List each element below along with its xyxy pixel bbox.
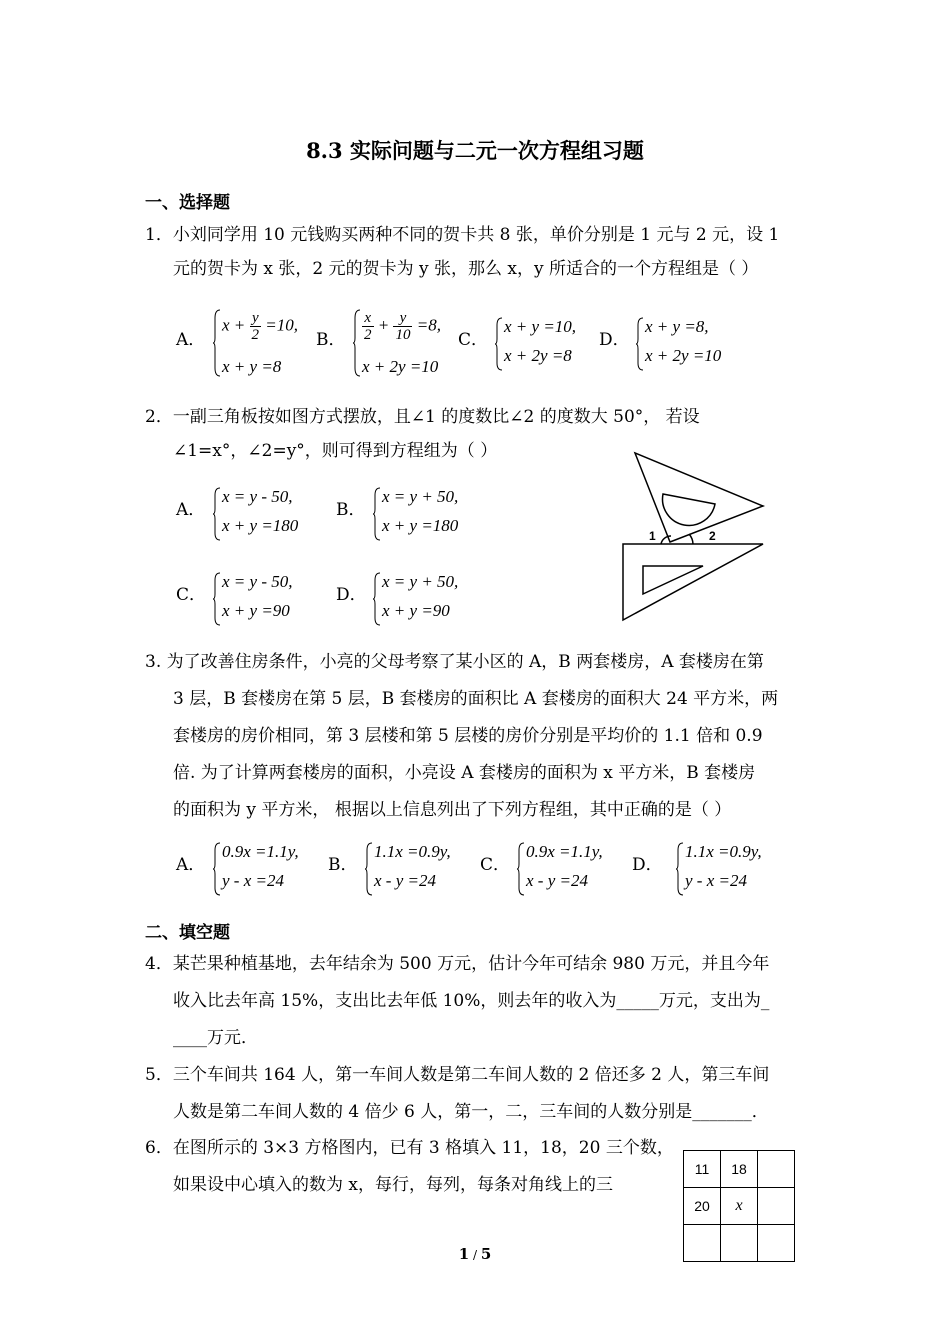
q2-option-c-system: x = y - 50, x + y =90 xyxy=(213,571,313,627)
angle-2-label: 2 xyxy=(709,529,716,543)
question-6-line-2: 如果设中心填入的数为 x，每行，每列，每条对角线上的三 xyxy=(173,1175,613,1195)
q3-option-a-label: A． xyxy=(176,855,206,875)
grid-cell xyxy=(758,1188,795,1225)
angle-1-label: 1 xyxy=(649,529,656,543)
question-2-line-2: ∠1=x°，∠2=y°，则可得到方程组为（ ） xyxy=(173,441,498,461)
question-4-line-1: 4．某芒果种植基地，去年结余为 500 万元，估计今年可结余 980 万元，并且今年 xyxy=(145,954,770,974)
q1-option-d-label: D． xyxy=(599,330,630,350)
question-3-line-3: 套楼房的房价相同，第 3 层楼和第 5 层楼的房价分别是平均价的 1.1 倍和 0.9 xyxy=(173,726,763,746)
q2-option-b-system: x = y + 50, x + y =180 xyxy=(373,486,473,542)
question-5-line-2: 人数是第二车间人数的 4 倍少 6 人，第一，二，三车间的人数分别是_______． xyxy=(173,1102,769,1122)
q3-option-b-system: 1.1x =0.9y, x - y =24 xyxy=(365,841,475,897)
q1-option-d-system: x + y =8, x + 2y =10 xyxy=(636,316,736,372)
grid-cell: 20 xyxy=(684,1188,721,1225)
question-2-line-1: 2．一副三角板按如图方式摆放，且∠1 的度数比∠2 的度数大 50°， 若设 xyxy=(145,407,700,427)
lower-set-square xyxy=(623,544,763,620)
q1-option-a-label: A． xyxy=(176,330,206,350)
q3-option-d-system: 1.1x =0.9y, y - x =24 xyxy=(676,841,786,897)
q2-option-c-label: C． xyxy=(176,585,207,605)
question-1-line-2: 元的贺卡为 x 张，2 元的贺卡为 y 张，那么 x，y 所适合的一个方程组是（ ） xyxy=(173,259,759,279)
question-6-line-1: 6．在图所示的 3×3 方格图内，已有 3 格填入 11，18，20 三个数， xyxy=(145,1138,674,1158)
left-brace-icon xyxy=(636,316,644,372)
left-brace-icon xyxy=(517,841,525,897)
q1-option-c-label: C． xyxy=(458,330,489,350)
question-3-line-5: 的面积为 y 平方米， 根据以上信息列出了下列方程组，其中正确的是（ ） xyxy=(173,800,732,820)
q3-option-b-label: B． xyxy=(328,855,358,875)
question-4-line-2: 收入比去年高 15%，支出比去年低 10%，则去年的收入为_____万元，支出为_ xyxy=(173,991,770,1011)
q3-option-d-label: D． xyxy=(632,855,663,875)
grid-cell: 11 xyxy=(684,1151,721,1188)
q2-option-d-system: x = y + 50, x + y =90 xyxy=(373,571,473,627)
question-4-text xyxy=(145,946,810,1057)
left-brace-icon xyxy=(495,316,503,372)
question-4-line-3: ____万元． xyxy=(173,1028,258,1048)
section-heading-fill: 二、填空题 xyxy=(145,923,230,943)
left-brace-icon xyxy=(373,571,381,627)
left-brace-icon xyxy=(676,841,684,897)
q1-option-b-label: B． xyxy=(316,330,346,350)
section-heading-choice: 一、选择题 xyxy=(145,193,230,213)
q1-option-c-system: x + y =10, x + 2y =8 xyxy=(495,316,595,372)
question-3-line-4: 倍. 为了计算两套楼房的面积，小亮设 A 套楼房的面积为 x 平方米，B 套楼房 xyxy=(173,763,756,783)
q3-option-a-system: 0.9x =1.1y, y - x =24 xyxy=(213,841,323,897)
left-brace-icon xyxy=(353,308,361,378)
question-3-text xyxy=(145,644,810,829)
question-3-line-1: 3. 为了改善住房条件，小亮的父母考察了某小区的 A，B 两套楼房，A 套楼房在第 xyxy=(145,652,764,672)
set-squares-figure xyxy=(615,448,775,626)
question-5-text xyxy=(145,1057,810,1131)
grid-cell-center: x xyxy=(721,1188,758,1225)
page-title: 8.3 实际问题与二元一次方程组习题 xyxy=(306,138,644,163)
question-3-line-2: 3 层，B 套楼房在第 5 层，B 套楼房的面积比 A 套楼房的面积大 24 平方米，两 xyxy=(173,689,779,709)
question-5-line-1: 5．三个车间共 164 人，第一车间人数是第二车间人数的 2 倍还多 2 人，第三车间 xyxy=(145,1065,770,1085)
q2-option-a-label: A． xyxy=(176,500,206,520)
left-brace-icon xyxy=(365,841,373,897)
lower-cutout xyxy=(643,566,703,594)
q1-option-b-system: $\frac{x}{2}$ + $\frac{y}{10}$ =8, x + 2y =10 xyxy=(353,308,453,378)
q3-option-c-system: 0.9x =1.1y, x - y =24 xyxy=(517,841,627,897)
q2-option-d-label: D． xyxy=(336,585,367,605)
question-1-line-1: 1．小刘同学用 10 元钱购买两种不同的贺卡共 8 张，单价分别是 1 元与 2 元，设 1 xyxy=(145,225,780,245)
q3-option-c-label: C． xyxy=(480,855,511,875)
page-number: 1 / 5 xyxy=(458,1245,492,1263)
grid-cell xyxy=(758,1151,795,1188)
question-1-text xyxy=(145,218,810,286)
left-brace-icon xyxy=(213,486,221,542)
left-brace-icon xyxy=(213,308,221,378)
left-brace-icon xyxy=(373,486,381,542)
q2-option-b-label: B． xyxy=(336,500,366,520)
grid-cell: 18 xyxy=(721,1151,758,1188)
q1-option-a-system: x + $\frac{y}{2}$ =10, x + y =8 xyxy=(213,308,313,378)
left-brace-icon xyxy=(213,841,221,897)
left-brace-icon xyxy=(213,571,221,627)
question-6-text xyxy=(145,1130,675,1204)
protractor-cutout xyxy=(663,494,715,525)
q2-option-a-system: x = y - 50, x + y =180 xyxy=(213,486,313,542)
